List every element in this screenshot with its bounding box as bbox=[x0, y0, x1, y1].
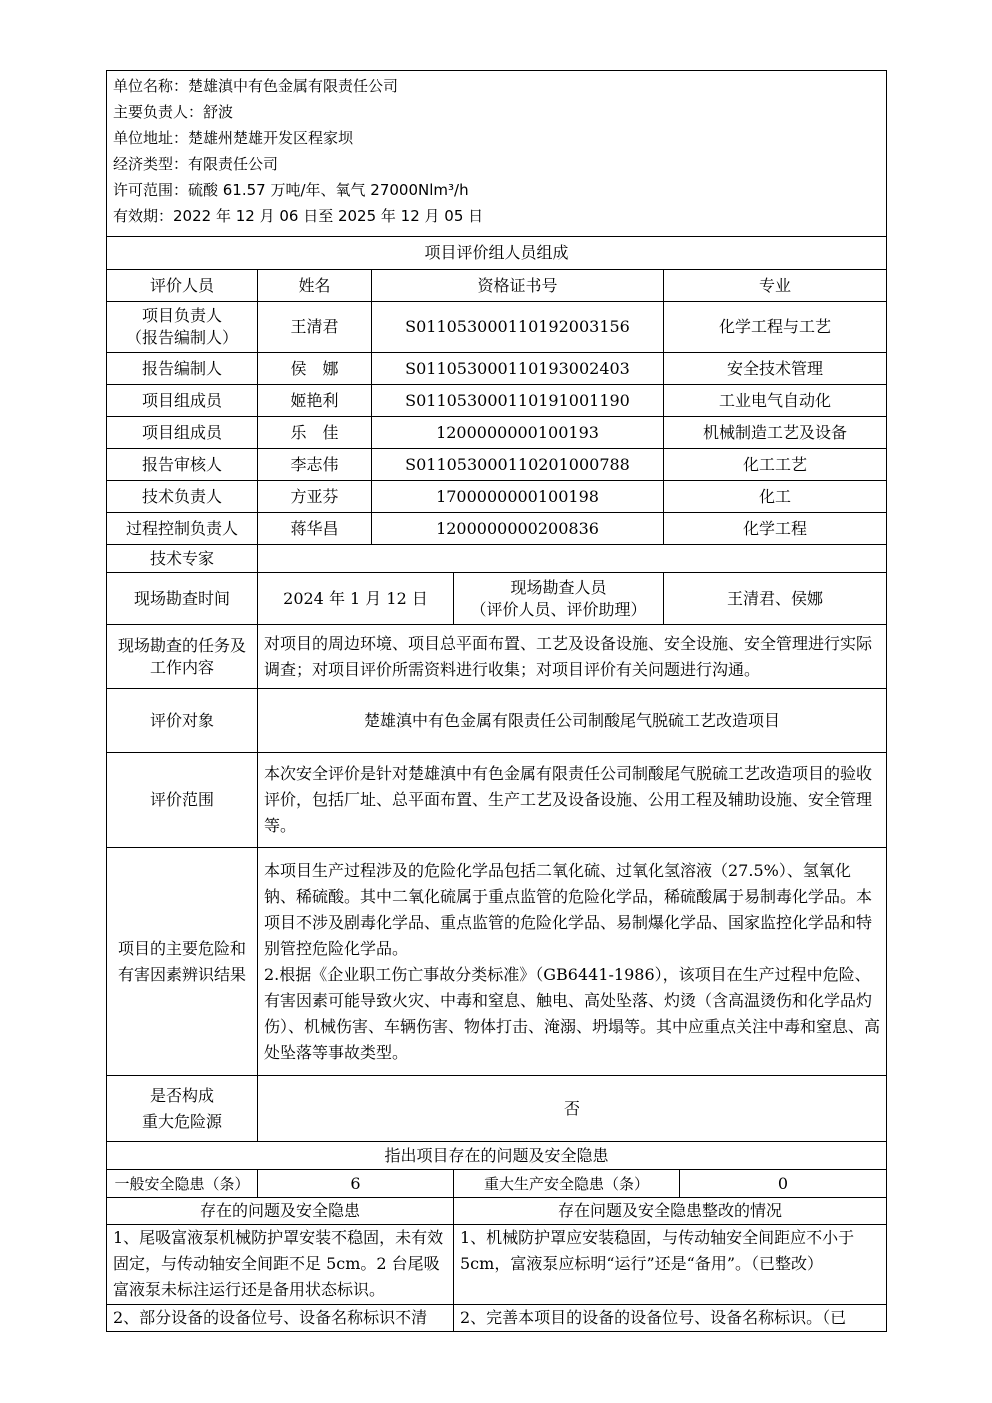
survey-people-label-line1: 现场勘查人员 bbox=[510, 577, 607, 597]
major-hazard-count-value: 0 bbox=[680, 1170, 887, 1198]
major-hazard-label-line1: 是否构成 bbox=[149, 1085, 214, 1105]
issue-left: 1、尾吸富液泵机械防护罩安装不稳固，未有效固定，与传动轴安全间距不足 5cm。2 台尾吸富液泵未标注运行还是备用状态标识。 bbox=[107, 1225, 454, 1305]
issues-left-header: 存在的问题及安全隐患 bbox=[107, 1198, 454, 1225]
major-hazard-label bbox=[107, 1076, 258, 1142]
team-role: 项目组成员 bbox=[107, 385, 258, 417]
company-type: 经济类型：有限责任公司 bbox=[113, 155, 279, 173]
team-row bbox=[107, 481, 887, 513]
team-name: 李志伟 bbox=[258, 449, 372, 481]
team-major: 机械制造工艺及设备 bbox=[664, 417, 887, 449]
company-info-cell bbox=[107, 71, 887, 237]
team-major: 安全技术管理 bbox=[664, 353, 887, 385]
hazard-label: 项目的主要危险和有害因素辨识结果 bbox=[107, 848, 258, 1076]
team-row bbox=[107, 302, 887, 353]
survey-time-value: 2024 年 1 月 12 日 bbox=[258, 573, 454, 625]
major-hazard-count-label: 重大生产安全隐患（条） bbox=[454, 1170, 680, 1198]
team-role-line1: 项目负责人 bbox=[141, 306, 222, 325]
team-cert: 1200000000200836 bbox=[372, 513, 664, 545]
team-name: 侯 娜 bbox=[258, 353, 372, 385]
team-row bbox=[107, 385, 887, 417]
issue-right: 2、完善本项目的设备的设备位号、设备名称标识。（已 bbox=[454, 1305, 887, 1332]
team-header-cert: 资格证书号 bbox=[372, 270, 664, 302]
hazard-value bbox=[258, 848, 887, 1076]
team-role: 项目组成员 bbox=[107, 417, 258, 449]
team-row bbox=[107, 417, 887, 449]
survey-people-label bbox=[454, 573, 664, 625]
company-validity: 有效期：2022 年 12 月 06 日至 2025 年 12 月 05 日 bbox=[113, 207, 484, 225]
team-name: 姬艳利 bbox=[258, 385, 372, 417]
general-hazard-label: 一般安全隐患（条） bbox=[107, 1170, 258, 1198]
team-major: 化工 bbox=[664, 481, 887, 513]
team-major: 化工工艺 bbox=[664, 449, 887, 481]
scope-label: 评价范围 bbox=[107, 753, 258, 848]
team-major: 化学工程与工艺 bbox=[664, 302, 887, 353]
team-role: 报告审核人 bbox=[107, 449, 258, 481]
team-header-role: 评价人员 bbox=[107, 270, 258, 302]
company-address: 单位地址：楚雄州楚雄开发区程家坝 bbox=[113, 129, 354, 147]
issue-left: 2、部分设备的设备位号、设备名称标识不清 bbox=[107, 1305, 454, 1332]
expert-label: 技术专家 bbox=[107, 545, 258, 573]
major-hazard-label-line2: 重大危险源 bbox=[141, 1111, 222, 1131]
issue-right: 1、机械防护罩应安装稳固，与传动轴安全间距应不小于 5cm，富液泵应标明“运行”还是“备用”。（已整改） bbox=[454, 1225, 887, 1305]
object-label: 评价对象 bbox=[107, 689, 258, 753]
team-role: 技术负责人 bbox=[107, 481, 258, 513]
team-cert: 1700000000100198 bbox=[372, 481, 664, 513]
survey-time-label: 现场勘查时间 bbox=[107, 573, 258, 625]
survey-people-value: 王清君、侯娜 bbox=[664, 573, 887, 625]
team-name: 方亚芬 bbox=[258, 481, 372, 513]
expert-value bbox=[258, 545, 887, 573]
survey-people-label-line2: （评价人员、评价助理） bbox=[470, 599, 647, 619]
object-value: 楚雄滇中有色金属有限责任公司制酸尾气脱硫工艺改造项目 bbox=[258, 689, 887, 753]
issue-row bbox=[107, 1225, 887, 1305]
team-row bbox=[107, 513, 887, 545]
issues-title: 指出项目存在的问题及安全隐患 bbox=[107, 1142, 887, 1170]
team-major: 化学工程 bbox=[664, 513, 887, 545]
survey-task-label: 现场勘查的任务及工作内容 bbox=[107, 625, 258, 689]
major-hazard-value: 否 bbox=[258, 1076, 887, 1142]
survey-task-value: 对项目的周边环境、项目总平面布置、工艺及设备设施、安全设施、安全管理进行实际调查；对项目评价所需资料进行收集；对项目评价有关问题进行沟通。 bbox=[258, 625, 887, 689]
team-role bbox=[107, 302, 258, 353]
team-row bbox=[107, 353, 887, 385]
team-cert: S011053000110191001190 bbox=[372, 385, 664, 417]
team-role: 过程控制负责人 bbox=[107, 513, 258, 545]
team-name: 王清君 bbox=[258, 302, 372, 353]
company-scope: 许可范围：硫酸 61.57 万吨/年、氧气 27000Nlm³/h bbox=[113, 181, 469, 199]
team-row bbox=[107, 449, 887, 481]
team-cert: S011053000110192003156 bbox=[372, 302, 664, 353]
issue-row bbox=[107, 1305, 887, 1332]
evaluation-table bbox=[106, 70, 887, 1332]
scope-value: 本次安全评价是针对楚雄滇中有色金属有限责任公司制酸尾气脱硫工艺改造项目的验收评价，包括厂址、总平面布置、生产工艺及设备设施、公用工程及辅助设施、安全管理等。 bbox=[258, 753, 887, 848]
team-name: 乐 佳 bbox=[258, 417, 372, 449]
team-cert: S011053000110201000788 bbox=[372, 449, 664, 481]
company-person: 主要负责人：舒波 bbox=[113, 103, 234, 121]
team-cert: S011053000110193002403 bbox=[372, 353, 664, 385]
team-header-major: 专业 bbox=[664, 270, 887, 302]
team-major: 工业电气自动化 bbox=[664, 385, 887, 417]
hazard-paragraph-1: 本项目生产过程涉及的危险化学品包括二氧化硫、过氧化氢溶液（27.5%）、氢氧化钠、稀硫酸。其中二氧化硫属于重点监管的危险化学品，稀硫酸属于易制毒化学品。本项目不涉及剧毒化学品、重点监管的危险化学品、易制爆化学品、国家监控化学品和特别管控危险化学品。 bbox=[264, 860, 873, 958]
company-name: 单位名称：楚雄滇中有色金属有限责任公司 bbox=[113, 77, 399, 95]
team-title: 项目评价组人员组成 bbox=[107, 237, 887, 270]
team-role: 报告编制人 bbox=[107, 353, 258, 385]
issues-right-header: 存在问题及安全隐患整改的情况 bbox=[454, 1198, 887, 1225]
hazard-paragraph-2: 2.根据《企业职工伤亡事故分类标准》（GB6441-1986），该项目在生产过程中危险、有害因素可能导致火灾、中毒和窒息、触电、高处坠落、灼烫（含高温烫伤和化学品灼伤）、机械伤害、车辆伤害、物体打击、淹溺、坍塌等。其中应重点关注中毒和窒息、高处坠落等事故类型。 bbox=[264, 964, 881, 1062]
team-cert: 1200000000100193 bbox=[372, 417, 664, 449]
team-role-line2: （报告编制人） bbox=[125, 328, 238, 347]
team-header-name: 姓名 bbox=[258, 270, 372, 302]
team-name: 蒋华昌 bbox=[258, 513, 372, 545]
general-hazard-value: 6 bbox=[258, 1170, 454, 1198]
report-page bbox=[106, 70, 886, 1332]
